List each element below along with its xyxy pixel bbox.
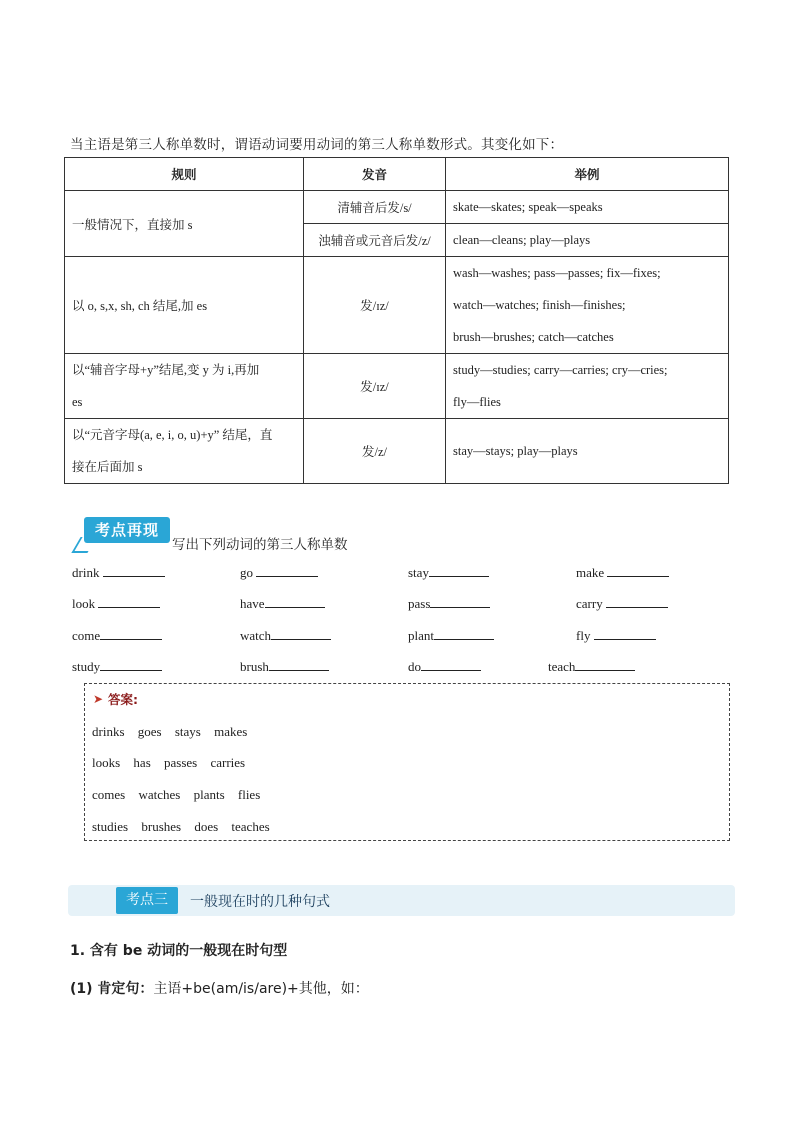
exercise-item	[408, 564, 489, 581]
exercise-item	[72, 658, 162, 675]
answer-blank[interactable]	[429, 564, 489, 577]
exercise-item	[576, 595, 668, 612]
pronunciation-cell: 浊辅音或元音后发/z/	[304, 224, 446, 257]
table-row	[65, 419, 729, 484]
exercise-word: come	[72, 628, 101, 643]
table-row	[65, 191, 729, 224]
pronunciation-cell: 清辅音后发/s/	[304, 191, 446, 224]
exercise-word: stay	[408, 565, 429, 580]
exercise-item	[576, 564, 669, 581]
exercise-item	[408, 627, 494, 644]
rule-cell	[65, 354, 304, 419]
header-example: 举例	[446, 158, 729, 191]
heading-affirmative-formula: 主语+be(am/is/are)+其他，如：	[153, 981, 369, 997]
rule-cell	[65, 419, 304, 484]
exercise-item	[240, 627, 331, 644]
answer-blank[interactable]	[421, 658, 481, 671]
exercise-item	[72, 627, 162, 644]
exercise-word: plant	[408, 628, 434, 643]
heading-be-verb-pattern: 1. 含有 be 动词的一般现在时句型	[70, 943, 288, 959]
exercise-word: do	[408, 659, 421, 674]
exercise-item	[548, 658, 635, 675]
exercise-item	[576, 627, 656, 644]
exercise-item	[72, 595, 160, 612]
answer-blank[interactable]	[100, 627, 162, 640]
answer-blank[interactable]	[256, 564, 318, 577]
answer-line: drinks goes stays makes	[92, 724, 248, 739]
answer-blank[interactable]	[434, 627, 494, 640]
heading-affirmative	[70, 978, 369, 998]
answer-blank[interactable]	[98, 595, 160, 608]
answer-blank[interactable]	[606, 595, 668, 608]
answer-line: looks has passes carries	[92, 755, 246, 770]
rule-cell: 以 o, s,x, sh, ch 结尾,加 es	[65, 257, 304, 354]
exercise-item	[408, 595, 490, 612]
answer-blank[interactable]	[269, 658, 329, 671]
rule-line: 以“元音字母(a, e, i, o, u)+y” 结尾，直	[72, 428, 273, 442]
example-line: brush—brushes; catch—catches	[453, 330, 614, 344]
answer-line: comes watches plants flies	[92, 787, 261, 802]
exercise-word: carry	[576, 596, 603, 611]
answer-blank[interactable]	[100, 658, 162, 671]
rule-line: 以“辅音字母+y”结尾,变 y 为 i,再加	[72, 363, 260, 377]
exercise-word: pass	[408, 596, 431, 611]
example-cell: skate—skates; speak—speaks	[446, 191, 729, 224]
header-rule: 规则	[65, 158, 304, 191]
exercise-item	[240, 564, 318, 581]
heading-affirmative-label: (1) 肯定句：	[70, 981, 154, 997]
rule-line: 接在后面加 s	[72, 460, 143, 474]
exercise-word: study	[72, 659, 101, 674]
exercise-word: drink	[72, 565, 100, 580]
exercise-word: watch	[240, 628, 272, 643]
example-line: wash—washes; pass—passes; fix—fixes;	[453, 266, 661, 280]
answer-blank[interactable]	[607, 564, 669, 577]
pronunciation-cell: 发/z/	[304, 419, 446, 484]
exercise-item	[408, 658, 481, 675]
review-badge	[76, 517, 170, 547]
rules-table	[64, 157, 729, 484]
exercise-item	[240, 658, 329, 675]
table-header-row	[65, 158, 729, 191]
exercise-item	[72, 564, 165, 581]
example-cell: stay—stays; play—plays	[446, 419, 729, 484]
example-line: watch—watches; finish—finishes;	[453, 298, 626, 312]
example-line: study—studies; carry—carries; cry—cries;	[453, 363, 668, 377]
answer-label: 答案:	[108, 692, 138, 707]
answer-blank[interactable]	[103, 564, 165, 577]
exercise-item	[240, 595, 325, 612]
exercise-word: fly	[576, 628, 591, 643]
section-tag: 考点三	[116, 887, 178, 914]
table-row	[65, 354, 729, 419]
answer-blank[interactable]	[265, 595, 325, 608]
example-cell: clean—cleans; play—plays	[446, 224, 729, 257]
rule-line: es	[72, 395, 83, 409]
arrow-right-icon: ➤	[93, 692, 104, 706]
pronunciation-cell: 发/ɪz/	[304, 257, 446, 354]
exercise-word: teach	[548, 659, 576, 674]
answer-blank[interactable]	[575, 658, 635, 671]
exercise-word: make	[576, 565, 605, 580]
intro-text: 当主语是第三人称单数时，谓语动词要用动词的第三人称单数形式。其变化如下：	[70, 137, 564, 153]
table-row	[65, 257, 729, 354]
example-cell	[446, 354, 729, 419]
exercise-word: look	[72, 596, 96, 611]
badge-label: 考点再现	[84, 517, 170, 543]
answer-blank[interactable]	[430, 595, 490, 608]
section-title: 一般现在时的几种句式	[190, 894, 330, 910]
header-pronunciation: 发音	[304, 158, 446, 191]
answer-blank[interactable]	[594, 627, 656, 640]
answer-blank[interactable]	[271, 627, 331, 640]
exercise-title: 写出下列动词的第三人称单数	[172, 537, 348, 553]
exercise-word: have	[240, 596, 265, 611]
exercise-word: brush	[240, 659, 269, 674]
answer-line: studies brushes does teaches	[92, 819, 270, 834]
pronunciation-cell: 发/ɪz/	[304, 354, 446, 419]
exercise-word: go	[240, 565, 253, 580]
example-line: fly—flies	[453, 395, 501, 409]
example-cell	[446, 257, 729, 354]
rule-cell: 一般情况下，直接加 s	[65, 191, 304, 257]
